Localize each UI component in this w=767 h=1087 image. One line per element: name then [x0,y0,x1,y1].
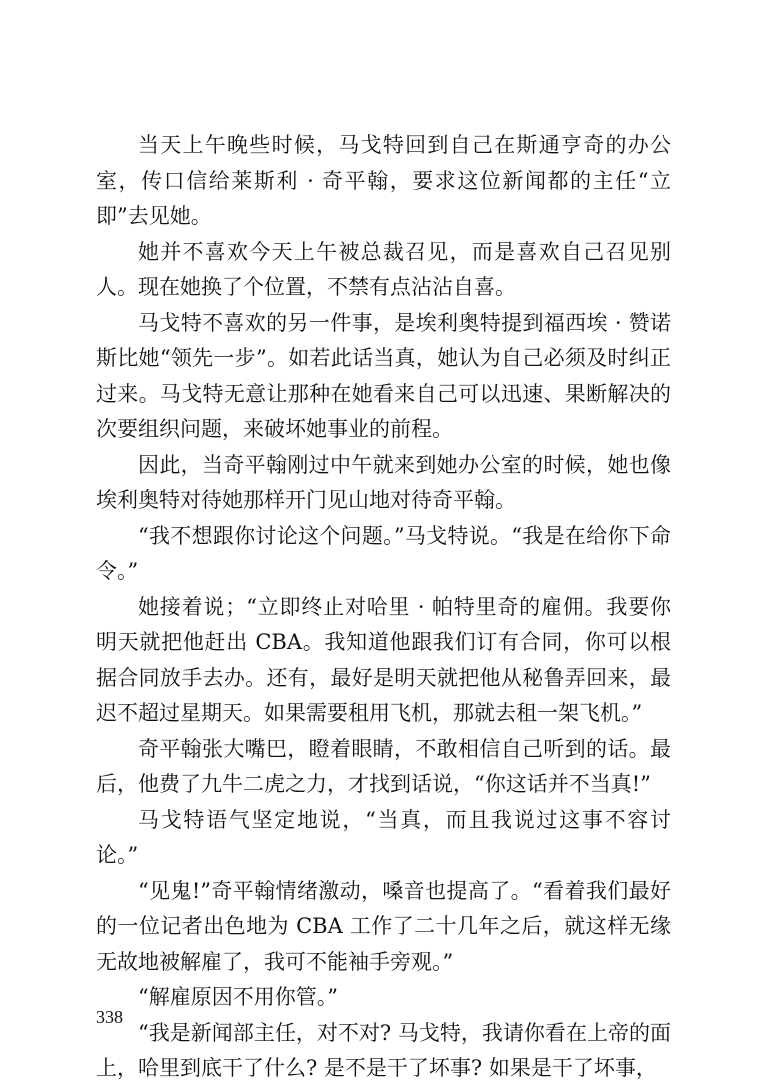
paragraph-6: 她接着说；“立即终止对哈里 · 帕特里奇的雇佣。我要你明天就把他赶出 CBA。我知道他跟我们订有合同，你可以根据合同放手去办。还有，最好是明天就把他从秘鲁弄回来，最迟不超过星期天。如果需要租用飞机，那就去租一架飞机。” [96,594,671,725]
paragraph-11: “我是新闻部主任，对不对? 马戈特，我请你看在上帝的面上，哈里到底干了什么? 是不是干了坏事? 如果是干了坏事， [96,1020,671,1080]
paragraph-4: 因此，当奇平翰刚过中午就来到她办公室的时候，她也像埃利奥特对待她那样开门见山地对待奇平翰。 [96,452,671,512]
page-number: 338 [96,1007,123,1027]
paragraph-3: 马戈特不喜欢的另一件事，是埃利奥特提到福西埃 · 赞诺斯比她“领先一步”。如若此话当真，她认为自己必须及时纠正过来。马戈特无意让那种在她看来自己可以迅速、果断解决的次要组织问题，来破坏她事业的前程。 [96,310,671,441]
paragraph-5: “我不想跟你讨论这个问题。”马戈特说。“我是在给你下命令。” [96,523,671,583]
paragraph-10: “解雇原因不用你管。” [138,985,338,1009]
paragraph-8: 马戈特语气坚定地说，“当真，而且我说过这事不容讨论。” [96,807,671,867]
paragraph-1: 当天上午晚些时候，马戈特回到自己在斯通亨奇的办公室，传口信给莱斯利 · 奇平翰，要求这位新闻都的主任“立即”去见她。 [96,133,671,228]
body-text [96,128,671,1087]
paragraph-2: 她并不喜欢今天上午被总裁召见，而是喜欢自己召见别人。现在她换了个位置，不禁有点沾沾自喜。 [96,239,671,299]
paragraph-7: 奇平翰张大嘴巴，瞪着眼睛，不敢相信自己听到的话。最后，他费了九牛二虎之力，才找到话说，“你这话并不当真!” [96,736,671,796]
paragraph-9: “见鬼!”奇平翰情绪激动，嗓音也提高了。“看着我们最好的一位记者出色地为 CBA 工作了二十几年之后，就这样无缘无故地被解雇了，我可不能袖手旁观。” [96,878,671,974]
